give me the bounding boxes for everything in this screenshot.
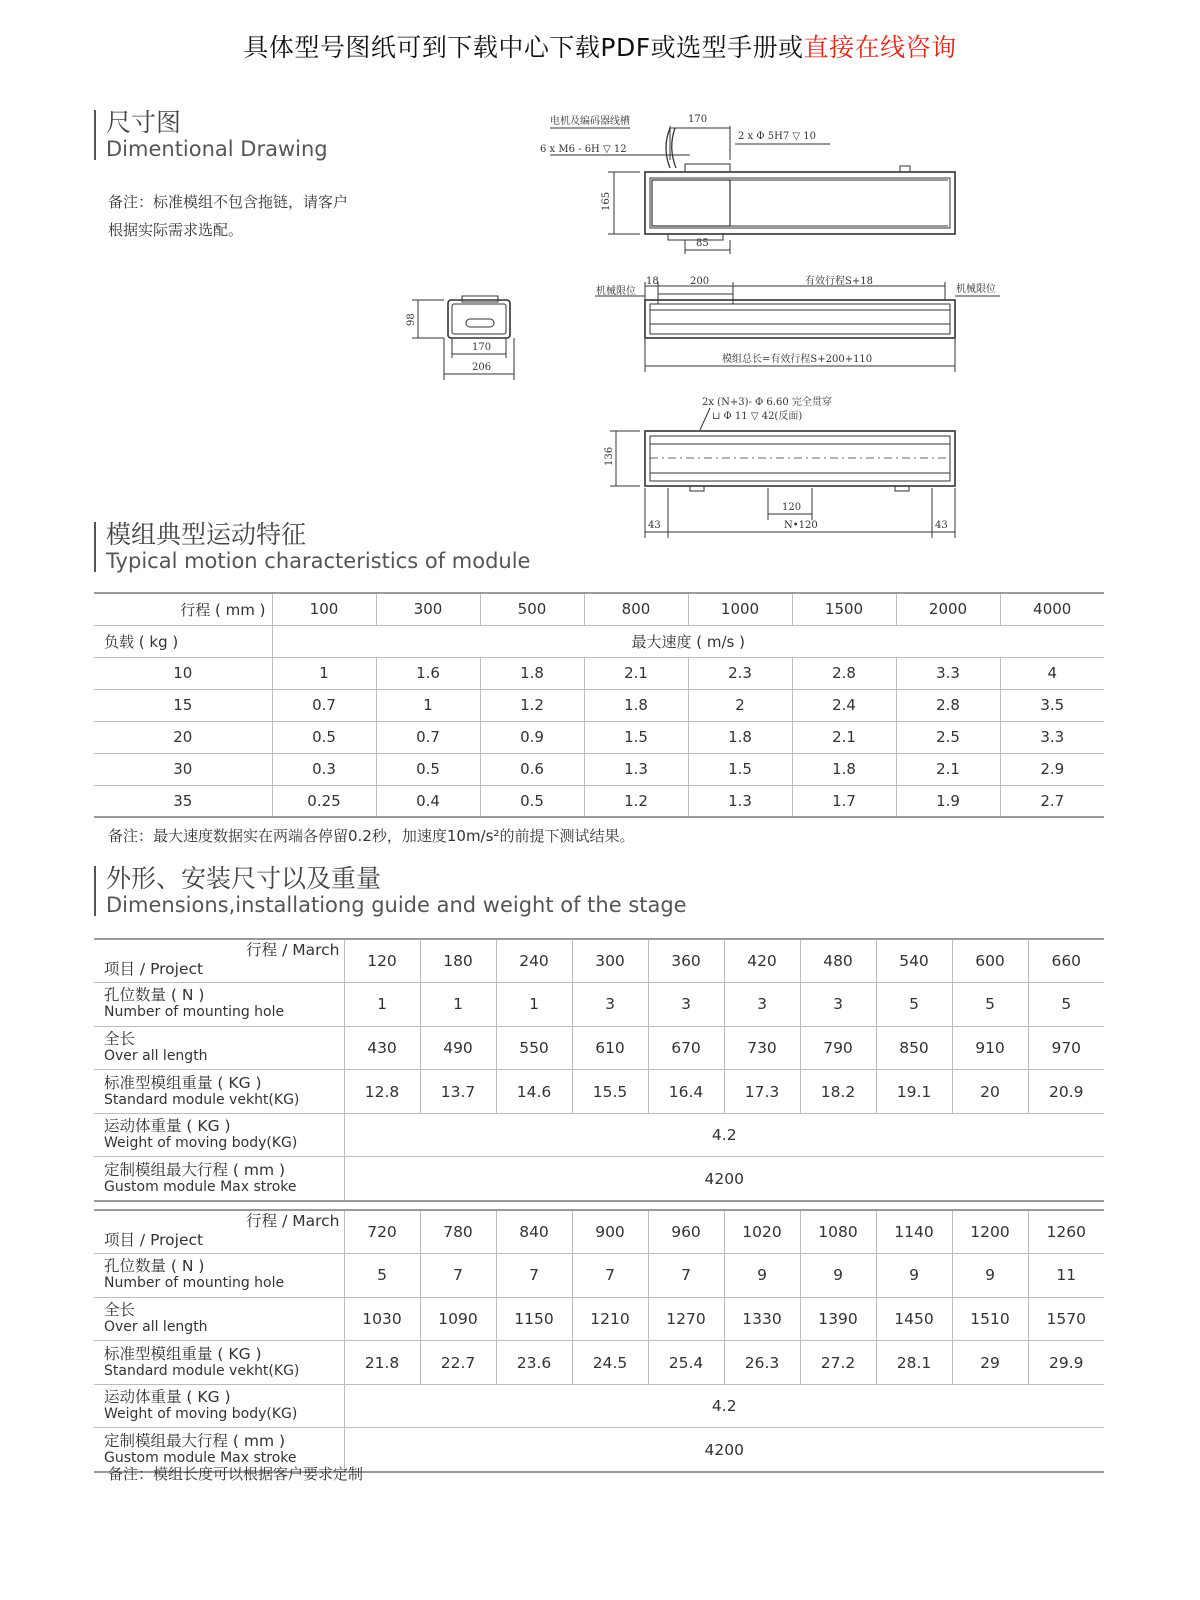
stroke-col: 900 [572,1210,648,1254]
cell: 19.1 [876,1070,952,1114]
load-cell: 20 [94,721,272,753]
table-row [94,689,1104,721]
dims-table-1 [94,938,1104,1202]
label-total-length: 模组总长=有效行程S+200+110 [722,354,873,365]
speed-cell: 2.8 [896,689,1000,721]
label-zh: 定制模组最大行程 ( mm ) [104,1431,286,1450]
cell: 15.5 [572,1070,648,1114]
label-hole-spec2: 6 x M6 - 6H ▽ 12 [540,144,627,155]
cell: 910 [952,1026,1028,1070]
cell: 5 [1028,983,1104,1027]
speed-cell: 0.5 [480,785,584,817]
cell: 9 [724,1254,800,1298]
cell: 7 [572,1254,648,1298]
table-row [94,1254,1104,1298]
speed-cell: 1.3 [688,785,792,817]
cell: 26.3 [724,1341,800,1385]
cell: 3 [572,983,648,1027]
cell: 29 [952,1341,1028,1385]
cell: 1030 [344,1297,420,1341]
drawing-note-line2: 根据实际需求选配。 [108,221,244,239]
speed-cell: 2 [688,689,792,721]
cell: 29.9 [1028,1341,1104,1385]
stroke-col: 4000 [1000,593,1104,625]
section-title-en: Typical motion characteristics of module [106,549,531,574]
dim-43-left: 43 [648,520,661,531]
cell: 22.7 [420,1341,496,1385]
top-banner [0,28,1200,64]
cell: 3 [724,983,800,1027]
label-en: Standard module vekht(KG) [104,1091,300,1108]
cell: 1150 [496,1297,572,1341]
stroke-header: 行程 / March [246,1212,340,1230]
dim-136: 136 [604,446,615,466]
stroke-col: 500 [480,593,584,625]
motion-table [94,592,1104,818]
stroke-col: 360 [648,939,724,983]
cell: 16.4 [648,1070,724,1114]
motion-header-row [94,593,1104,625]
stroke-col: 800 [584,593,688,625]
cell: 4.2 [344,1113,1104,1157]
speed-cell: 3.5 [1000,689,1104,721]
stroke-col: 420 [724,939,800,983]
speed-cell: 1.5 [688,753,792,785]
stroke-col: 960 [648,1210,724,1254]
cell: 7 [496,1254,572,1298]
cell: 3 [648,983,724,1027]
speed-cell: 2.1 [792,721,896,753]
cell: 1450 [876,1297,952,1341]
stroke-col: 720 [344,1210,420,1254]
label-mech-limit-right: 机械限位 [956,284,996,295]
table-row [94,1341,1104,1385]
cell: 5 [952,983,1028,1027]
speed-cell: 0.5 [272,721,376,753]
stroke-col: 120 [344,939,420,983]
label-zh: 运动体重量 ( KG ) [104,1388,231,1407]
stroke-col: 660 [1028,939,1104,983]
online-consult-link[interactable]: 直接在线咨询 [803,33,957,62]
cell: 1570 [1028,1297,1104,1341]
dims-note: 备注：模组长度可以根据客户要求定制 [108,1465,364,1483]
drawing-note-line1: 备注：标准模组不包含拖链，请客户 [108,193,349,211]
dim-200: 200 [690,276,710,287]
label-en: Over all length [104,1318,208,1335]
load-header: 负载 ( kg ) [94,625,272,657]
section-title-zh: 外形、安装尺寸以及重量 [106,864,382,893]
table-row [94,657,1104,689]
stroke-header: 行程 / March [246,941,340,959]
cell: 1090 [420,1297,496,1341]
row-label [94,983,344,1027]
label-zh: 全长 [104,1300,136,1319]
speed-cell: 2.8 [792,657,896,689]
dim-120: 120 [782,502,802,513]
cell: 730 [724,1026,800,1070]
speed-cell: 1 [376,689,480,721]
speed-cell: 2.9 [1000,753,1104,785]
load-cell: 10 [94,657,272,689]
cell: 1270 [648,1297,724,1341]
cell: 13.7 [420,1070,496,1114]
cell: 850 [876,1026,952,1070]
cell: 550 [496,1026,572,1070]
table-row [94,1297,1104,1341]
cell: 5 [876,983,952,1027]
row-label [94,1341,344,1385]
row-label [94,1297,344,1341]
stroke-col: 300 [376,593,480,625]
table-row [94,785,1104,817]
top-view-drawing [540,114,955,254]
label-zh: 标准型模组重量 ( KG ) [104,1073,262,1092]
cell: 24.5 [572,1341,648,1385]
speed-cell: 0.7 [376,721,480,753]
label-hole-spec3: 2x (N+3)- Φ 6.60 完全贯穿 [702,397,832,408]
dim-165: 165 [601,191,612,211]
cell: 4200 [344,1157,1104,1201]
cell: 1 [496,983,572,1027]
table-row [94,1070,1104,1114]
table-row [94,1026,1104,1070]
dim-98: 98 [406,313,417,326]
section-title-zh: 模组典型运动特征 [106,520,307,549]
cell: 4.2 [344,1384,1104,1428]
row-label [94,1026,344,1070]
cell: 790 [800,1026,876,1070]
cell: 20 [952,1070,1028,1114]
stroke-col: 840 [496,1210,572,1254]
cell: 9 [800,1254,876,1298]
speed-cell: 1.3 [584,753,688,785]
cell: 20.9 [1028,1070,1104,1114]
cell: 490 [420,1026,496,1070]
row-label [94,1384,344,1428]
table-row [94,753,1104,785]
label-en: Standard module vekht(KG) [104,1362,300,1379]
label-motor-cable: 电机及编码器线槽 [550,116,630,127]
stroke-col: 600 [952,939,1028,983]
speed-cell: 1.2 [480,689,584,721]
dim-85: 85 [696,238,709,249]
motion-subheader-row [94,625,1104,657]
table-row [94,1157,1104,1201]
label-zh: 定制模组最大行程 ( mm ) [104,1160,286,1179]
section-motion-characteristics [94,522,530,572]
stroke-col: 180 [420,939,496,983]
label-mech-limit-left: 机械限位 [596,286,636,297]
speed-cell: 3.3 [896,657,1000,689]
label-stroke: 有效行程S+18 [805,276,873,287]
cell: 23.6 [496,1341,572,1385]
technical-drawing [400,108,1040,558]
dims-header-row [94,939,1104,983]
load-cell: 35 [94,785,272,817]
table-row [94,1384,1104,1428]
row-label [94,1070,344,1114]
row-label [94,1157,344,1201]
section-title-en: Dimentional Drawing [106,137,328,162]
speed-cell: 1.7 [792,785,896,817]
speed-cell: 1.5 [584,721,688,753]
dim-170-side: 170 [472,342,492,353]
stroke-col: 1080 [800,1210,876,1254]
cell: 5 [344,1254,420,1298]
stroke-col: 100 [272,593,376,625]
stroke-col: 2000 [896,593,1000,625]
cell: 610 [572,1026,648,1070]
speed-cell: 1.8 [688,721,792,753]
cell: 7 [648,1254,724,1298]
cell: 1210 [572,1297,648,1341]
stroke-col: 300 [572,939,648,983]
speed-cell: 1.9 [896,785,1000,817]
label-zh: 孔位数量 ( N ) [104,1257,205,1276]
label-en: Number of mounting hole [104,1275,285,1292]
load-cell: 15 [94,689,272,721]
cell: 7 [420,1254,496,1298]
label-zh: 孔位数量 ( N ) [104,986,205,1005]
label-zh: 运动体重量 ( KG ) [104,1117,231,1136]
cell: 9 [952,1254,1028,1298]
speed-cell: 1.6 [376,657,480,689]
section-dimensions-weight [94,866,687,916]
speed-cell: 0.25 [272,785,376,817]
dims-header-cell [94,939,344,983]
section-dimensional-drawing [94,110,328,160]
cell: 3 [800,983,876,1027]
label-hole-spec4: ⊔ Φ 11 ▽ 42(反面) [712,411,803,422]
project-header: 项目 / Project [104,960,204,979]
stroke-col: 1000 [688,593,792,625]
label-en: Weight of moving body(KG) [104,1135,298,1152]
speed-cell: 2.1 [896,753,1000,785]
row-label [94,1113,344,1157]
speed-cell: 0.6 [480,753,584,785]
stroke-col: 1500 [792,593,896,625]
cell: 17.3 [724,1070,800,1114]
speed-cell: 1.8 [792,753,896,785]
cell: 27.2 [800,1341,876,1385]
speed-cell: 2.7 [1000,785,1104,817]
cell: 4200 [344,1428,1104,1472]
speed-cell: 0.3 [272,753,376,785]
speed-cell: 2.4 [792,689,896,721]
bottom-view-drawing [604,395,955,538]
dim-18: 18 [646,276,659,287]
banner-text: 具体型号图纸可到下载中心下载PDF或选型手册或 [243,33,804,62]
stroke-col: 480 [800,939,876,983]
dims-table-2 [94,1209,1104,1473]
speed-cell: 0.7 [272,689,376,721]
label-hole-spec1: 2 x Φ 5H7 ▽ 10 [738,131,816,142]
cell: 1390 [800,1297,876,1341]
load-cell: 30 [94,753,272,785]
label-zh: 全长 [104,1029,136,1048]
label-en: Over all length [104,1047,208,1064]
cell: 9 [876,1254,952,1298]
cell: 25.4 [648,1341,724,1385]
cell: 12.8 [344,1070,420,1114]
speed-cell: 2.3 [688,657,792,689]
speed-cell: 0.4 [376,785,480,817]
stroke-col: 1140 [876,1210,952,1254]
speed-cell: 1 [272,657,376,689]
stroke-col: 1260 [1028,1210,1104,1254]
speed-cell: 3.3 [1000,721,1104,753]
table-row [94,721,1104,753]
stroke-col: 780 [420,1210,496,1254]
speed-cell: 1.8 [480,657,584,689]
speed-cell: 2.5 [896,721,1000,753]
dims-header-row [94,1210,1104,1254]
table-row [94,1113,1104,1157]
speed-cell: 1.8 [584,689,688,721]
end-view-drawing [406,296,514,380]
drawing-note [108,188,348,244]
label-zh: 标准型模组重量 ( KG ) [104,1344,262,1363]
project-header: 项目 / Project [104,1231,204,1250]
row-label [94,1254,344,1298]
cell: 970 [1028,1026,1104,1070]
side-view-drawing [595,274,1000,372]
cell: 670 [648,1026,724,1070]
speed-header: 最大速度 ( m/s ) [272,625,1104,657]
dims-header-cell [94,1210,344,1254]
speed-cell: 0.9 [480,721,584,753]
stroke-header: 行程 ( mm ) [94,593,272,625]
section-title-en: Dimensions,installationg guide and weight of the stage [106,893,687,918]
label-en: Gustom module Max stroke [104,1449,297,1466]
cell: 11 [1028,1254,1104,1298]
section-title-zh: 尺寸图 [106,108,182,137]
dim-43-right: 43 [935,520,948,531]
stroke-col: 540 [876,939,952,983]
label-en: Weight of moving body(KG) [104,1406,298,1423]
speed-cell: 0.5 [376,753,480,785]
cell: 1 [420,983,496,1027]
dim-n120: N•120 [784,520,818,531]
dim-170-top: 170 [688,114,708,125]
motion-note: 备注：最大速度数据实在两端各停留0.2秒，加速度10m/s²的前提下测试结果。 [108,827,635,845]
cell: 28.1 [876,1341,952,1385]
dim-206: 206 [472,362,492,373]
cell: 18.2 [800,1070,876,1114]
table-row [94,983,1104,1027]
cell: 1 [344,983,420,1027]
speed-cell: 2.1 [584,657,688,689]
label-en: Gustom module Max stroke [104,1178,297,1195]
cell: 14.6 [496,1070,572,1114]
speed-cell: 1.2 [584,785,688,817]
cell: 1330 [724,1297,800,1341]
cell: 430 [344,1026,420,1070]
stroke-col: 240 [496,939,572,983]
label-en: Number of mounting hole [104,1004,285,1021]
speed-cell: 4 [1000,657,1104,689]
stroke-col: 1020 [724,1210,800,1254]
cell: 1510 [952,1297,1028,1341]
stroke-col: 1200 [952,1210,1028,1254]
cell: 21.8 [344,1341,420,1385]
